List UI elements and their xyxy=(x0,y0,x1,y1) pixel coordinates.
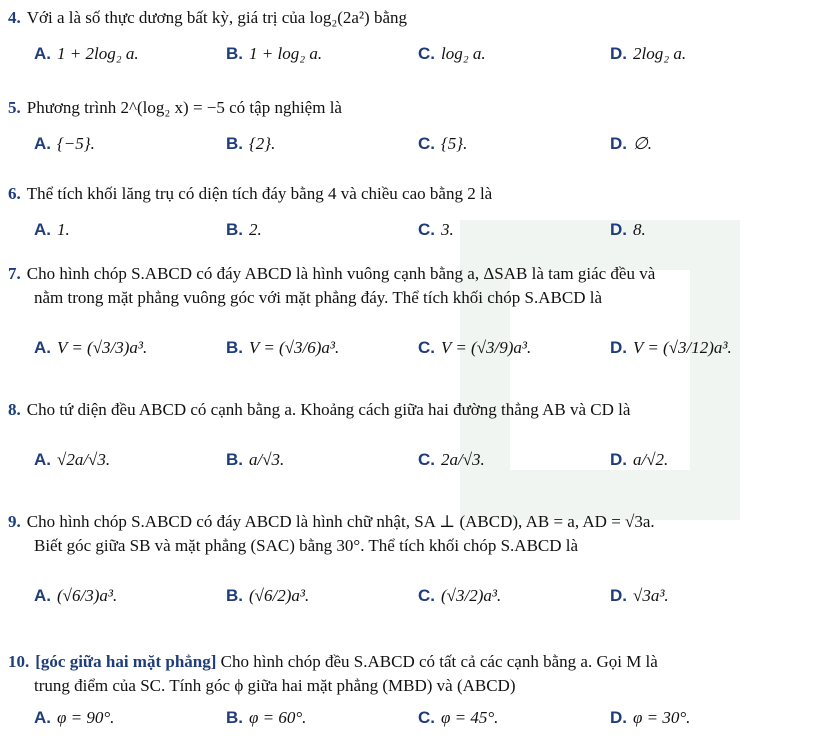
question-stem: Với a là số thực dương bất kỳ, giá trị của log₂(2a²) bằng xyxy=(26,8,408,27)
question-stem-line2: nằm trong mặt phẳng vuông góc với mặt phẳng đáy. Thể tích khối chóp S.ABCD là xyxy=(34,288,603,307)
question-number: 7. xyxy=(8,264,21,283)
question-stem: Phương trình 2^(log₂ x) = −5 có tập nghiệm là xyxy=(26,98,342,117)
question-5 xyxy=(8,96,817,162)
option-b[interactable]: B. V = (√3/6)a³. xyxy=(226,338,340,357)
question-stem: Cho hình chóp S.ABCD có đáy ABCD là hình chữ nhật, SA ⊥ (ABCD), AB = a, AD = √3a. xyxy=(26,512,655,531)
question-number: 4. xyxy=(8,8,21,27)
option-c[interactable]: C. {5}. xyxy=(418,134,468,153)
option-d[interactable]: D. V = (√3/12)a³. xyxy=(610,338,732,357)
option-d[interactable]: D. √3a³. xyxy=(610,586,669,605)
question-stem: Cho hình chóp đều S.ABCD có tất cả các cạnh bằng a. Gọi M là xyxy=(216,652,658,671)
question-4 xyxy=(8,6,817,72)
option-a[interactable]: A. 1. xyxy=(34,220,70,239)
option-b[interactable]: B. (√6/2)a³. xyxy=(226,586,310,605)
question-stem: Cho tứ diện đều ABCD có cạnh bằng a. Khoảng cách giữa hai đường thẳng AB và CD là xyxy=(26,400,631,419)
option-c[interactable]: C. (√3/2)a³. xyxy=(418,586,502,605)
question-stem: Cho hình chóp S.ABCD có đáy ABCD là hình vuông cạnh bằng a, ΔSAB là tam giác đều và xyxy=(26,264,656,283)
option-d[interactable]: D. 2log₂ a. xyxy=(610,44,687,63)
option-d[interactable]: D. φ = 30°. xyxy=(610,708,691,727)
topic-tag: [góc giữa hai mặt phẳng] xyxy=(35,652,217,671)
question-8 xyxy=(8,398,817,488)
option-d[interactable]: D. ∅. xyxy=(610,134,653,153)
option-a[interactable]: A. √2a/√3. xyxy=(34,450,111,469)
option-c[interactable]: C. log₂ a. xyxy=(418,44,486,63)
question-stem-line2: trung điểm của SC. Tính góc ϕ giữa hai mặt phẳng (MBD) và (ABCD) xyxy=(34,676,516,695)
question-number: 6. xyxy=(8,184,21,203)
option-c[interactable]: C. V = (√3/9)a³. xyxy=(418,338,532,357)
question-number: 5. xyxy=(8,98,21,117)
option-c[interactable]: C. φ = 45°. xyxy=(418,708,499,727)
option-b[interactable]: B. φ = 60°. xyxy=(226,708,307,727)
option-a[interactable]: A. V = (√3/3)a³. xyxy=(34,338,148,357)
question-number: 10. xyxy=(8,652,30,671)
option-c[interactable]: C. 2a/√3. xyxy=(418,450,485,469)
option-b[interactable]: B. 2. xyxy=(226,220,262,239)
option-a[interactable]: A. 1 + 2log₂ a. xyxy=(34,44,139,63)
option-a[interactable]: A. φ = 90°. xyxy=(34,708,115,727)
question-7 xyxy=(8,262,817,376)
question-9 xyxy=(8,510,817,624)
option-b[interactable]: B. 1 + log₂ a. xyxy=(226,44,323,63)
option-b[interactable]: B. a/√3. xyxy=(226,450,285,469)
question-stem: Thể tích khối lăng trụ có diện tích đáy bằng 4 và chiều cao bằng 2 là xyxy=(26,184,493,203)
option-a[interactable]: A. {−5}. xyxy=(34,134,95,153)
question-stem-line2: Biết góc giữa SB và mặt phẳng (SAC) bằng 30°. Thể tích khối chóp S.ABCD là xyxy=(34,536,579,555)
question-6 xyxy=(8,182,817,248)
option-b[interactable]: B. {2}. xyxy=(226,134,276,153)
question-10 xyxy=(8,650,817,736)
option-d[interactable]: D. a/√2. xyxy=(610,450,669,469)
option-a[interactable]: A. (√6/3)a³. xyxy=(34,586,118,605)
option-d[interactable]: D. 8. xyxy=(610,220,646,239)
question-number: 9. xyxy=(8,512,21,531)
question-number: 8. xyxy=(8,400,21,419)
option-c[interactable]: C. 3. xyxy=(418,220,454,239)
